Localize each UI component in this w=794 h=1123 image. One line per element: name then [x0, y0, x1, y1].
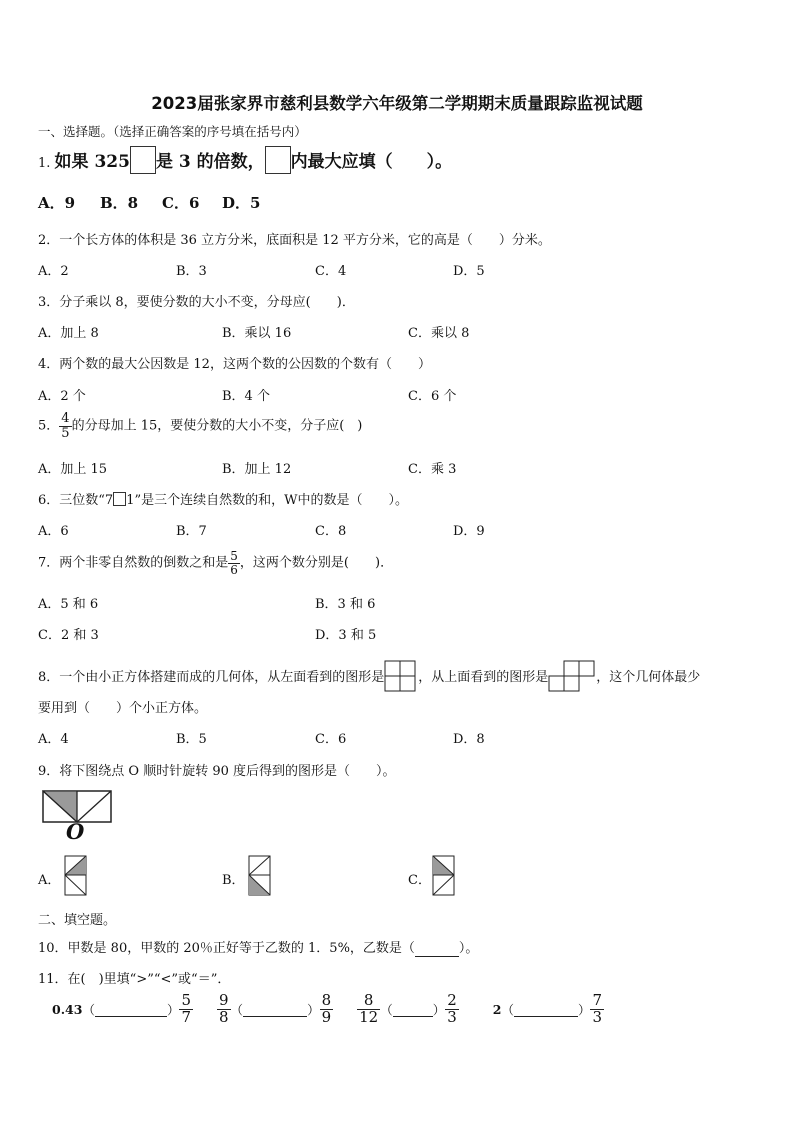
question-8-cont: 要用到（ ）个小正方体。 [38, 701, 208, 716]
option-d: D．9 [453, 524, 485, 539]
option-c: C．乘以 8 [408, 326, 470, 341]
question-5: 5． $\frac{4}{5}$ 的分母加上 15，要使分数的大小不变，分子应( ) [38, 411, 363, 441]
option-d: D．5 [222, 194, 261, 212]
option-c: C．2 和 3 [38, 628, 99, 643]
question-11: 11．在( )里填“>”“<”或“＝”． [38, 972, 231, 987]
question-2: 2．一个长方体的体积是 36 立方分米，底面积是 12 平方分米，它的高是（ ）分米。 [38, 233, 551, 248]
option-c-figure [432, 855, 456, 897]
question-9: 9．将下图绕点 O 顺时针旋转 90 度后得到的图形是（ ）。 [38, 764, 396, 779]
answer-box [130, 146, 156, 174]
option-a: A．6 [38, 524, 69, 539]
option-b: B．4 个 [222, 389, 270, 404]
question-4: 4．两个数的最大公因数是 12，这两个数的公因数的个数有（ ） [38, 357, 431, 372]
option-b: B．5 [176, 732, 207, 747]
option-c: C． [408, 873, 431, 888]
option-b: B．3 [176, 264, 207, 279]
section-heading-choice: 一、选择题。（选择正确答案的序号填在括号内） [38, 124, 307, 139]
option-b: B． [222, 873, 245, 888]
question-1: 1. 如果 325 是 3 的倍数， 内最大应填（ ）。 [38, 146, 452, 174]
option-a: A．2 个 [38, 389, 86, 404]
question-6: 6．三位数“7 1”是三个连续自然数的和，W中的数是（ ）。 [38, 493, 408, 508]
option-c: C．8 [315, 524, 347, 539]
answer-blank[interactable] [415, 941, 459, 957]
answer-blank[interactable] [243, 1001, 307, 1017]
option-a-figure [64, 855, 88, 897]
left-view-icon [384, 660, 418, 692]
option-c: C．6 [315, 732, 347, 747]
option-d: D．3 和 5 [315, 628, 377, 643]
option-a: A．2 [38, 264, 69, 279]
question-7: 7．两个非零自然数的倒数之和是 $\frac{5}{6}$ ，这两个数分别是( )． [38, 549, 394, 577]
section-heading-fill: 二、填空题。 [38, 913, 117, 928]
option-a: A．5 和 6 [38, 597, 99, 612]
compare-item-1: 0.43（ ） $\frac{5}{7}$ [52, 991, 192, 1026]
option-c: C．6 个 [408, 389, 457, 404]
option-a: A．9 [38, 194, 76, 212]
comparison-row [52, 993, 604, 1026]
option-a: A．4 [38, 732, 69, 747]
option-b: B．3 和 6 [315, 597, 376, 612]
answer-blank[interactable] [514, 1001, 578, 1017]
fraction: $\frac{4}{5}$ [61, 411, 70, 441]
option-d: D．5 [453, 264, 485, 279]
option-c: C．6 [162, 194, 200, 212]
option-a: A． [38, 873, 61, 888]
question-8: 8．一个由小正方体搭建而成的几何体，从左面看到的图形是 ，从上面看到的图形是 ，这个几何体最少 [38, 660, 700, 692]
option-b: B．加上 12 [222, 462, 292, 477]
rotation-figure [42, 789, 114, 851]
option-b: B．7 [176, 524, 207, 539]
option-b: B．乘以 16 [222, 326, 292, 341]
option-b: B．8 [100, 194, 139, 212]
question-3: 3．分子乘以 8，要使分数的大小不变，分母应( )． [38, 295, 355, 310]
compare-item-3: $\frac{8}{12}$ （ ） $\frac{2}{3}$ [359, 991, 457, 1026]
option-a: A．加上 15 [38, 462, 108, 477]
compare-item-2: $\frac{9}{8}$ （ ） $\frac{8}{9}$ [219, 991, 332, 1026]
top-view-icon [548, 660, 596, 692]
option-a: A．加上 8 [38, 326, 99, 341]
question-10: 10．甲数是 80，甲数的 20％正好等于乙数的 1．5%，乙数是（ ）。 [38, 941, 479, 956]
page-title: 2023届张家界市慈利县数学六年级第二学期期末质量跟踪监视试题 [151, 94, 643, 113]
option-b-figure [248, 855, 272, 897]
option-c: C．4 [315, 264, 347, 279]
compare-item-4: 2（ ） $\frac{7}{3}$ [492, 991, 603, 1026]
option-c: C．乘 3 [408, 462, 457, 477]
answer-box [265, 146, 291, 174]
answer-blank[interactable] [95, 1001, 167, 1017]
digit-box [113, 492, 126, 506]
point-o-label: O [66, 819, 85, 844]
fraction: $\frac{5}{6}$ [230, 549, 238, 577]
option-d: D．8 [453, 732, 485, 747]
answer-blank[interactable] [393, 1001, 433, 1017]
